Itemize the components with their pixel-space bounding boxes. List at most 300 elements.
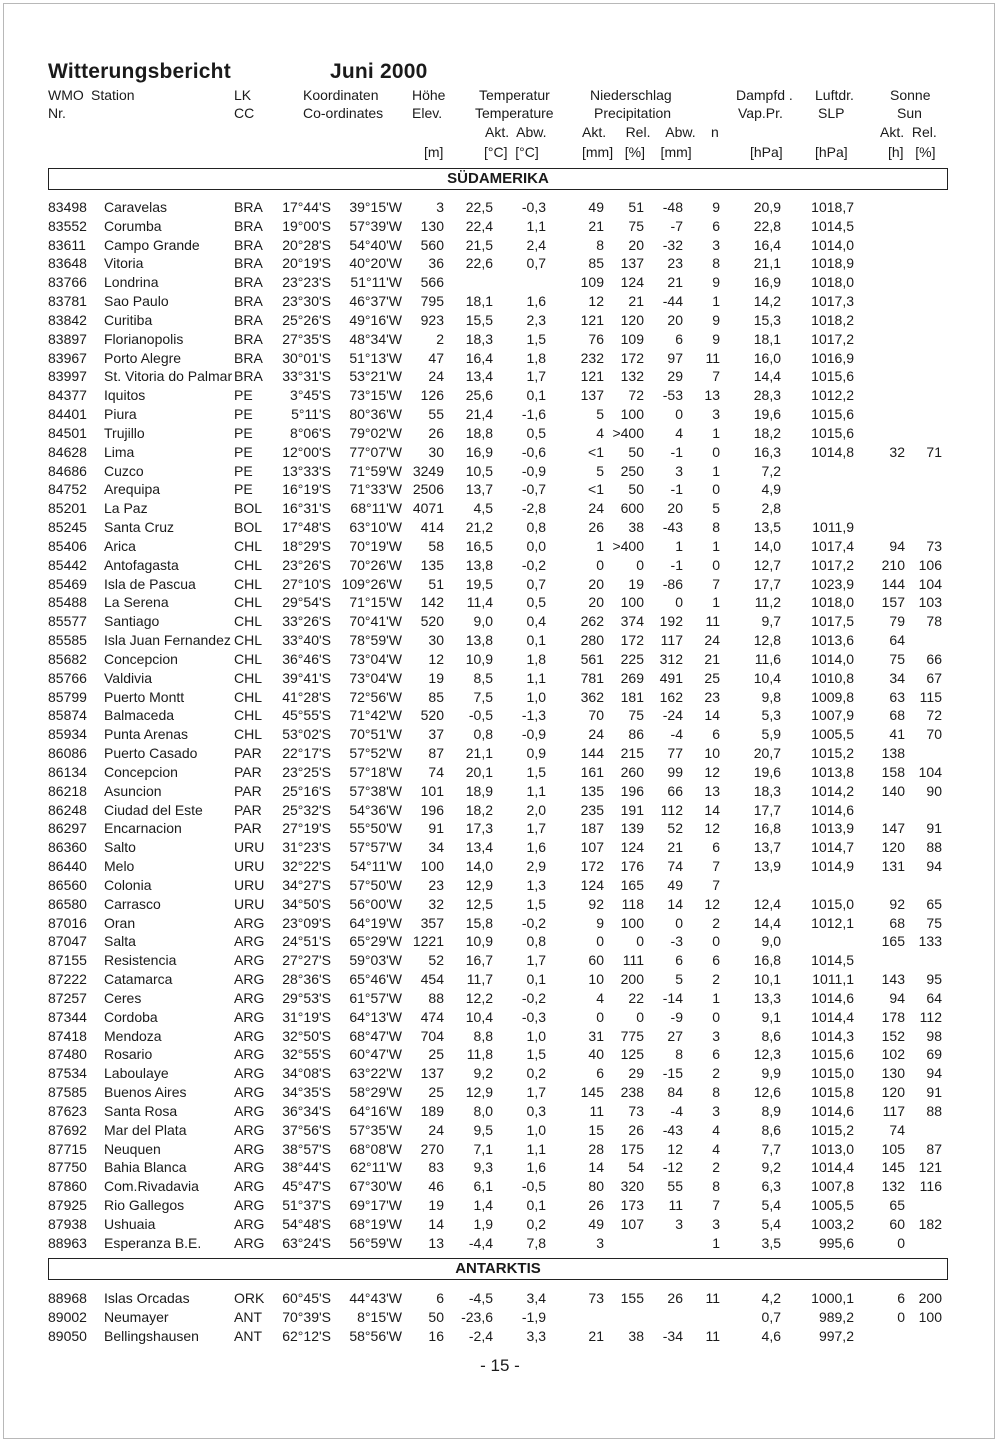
precip-days: 3 bbox=[712, 1102, 720, 1119]
vapour-pressure: 12,3 bbox=[753, 1046, 781, 1063]
sea-level-pressure: 995,6 bbox=[818, 1234, 854, 1251]
vapour-pressure: 10,4 bbox=[753, 669, 781, 686]
precip-days: 7 bbox=[712, 575, 720, 592]
elevation: 24 bbox=[428, 368, 444, 385]
temp-deviation: 1,8 bbox=[526, 650, 546, 667]
sea-level-pressure: 1014,3 bbox=[811, 1027, 854, 1044]
wmo-number: 83897 bbox=[48, 330, 87, 347]
precip-actual: 0 bbox=[596, 1008, 604, 1025]
precip-actual: 144 bbox=[580, 745, 604, 762]
longitude: 70°19'W bbox=[349, 537, 402, 554]
vapour-pressure: 18,2 bbox=[753, 424, 781, 441]
precip-relative: 75 bbox=[628, 217, 644, 234]
precip-relative: 155 bbox=[620, 1290, 644, 1306]
precip-actual: 161 bbox=[580, 763, 604, 780]
country-code: ARG bbox=[234, 1215, 265, 1232]
precip-days: 8 bbox=[712, 1178, 720, 1195]
station-name: Colonia bbox=[104, 876, 152, 893]
precip-actual: 0 bbox=[596, 556, 604, 573]
report-title: Witterungsbericht bbox=[48, 60, 231, 83]
sun-relative: 91 bbox=[926, 1084, 942, 1100]
vapour-pressure: 9,7 bbox=[761, 613, 781, 630]
sea-level-pressure: 1014,5 bbox=[811, 217, 854, 234]
sun-actual: 68 bbox=[889, 707, 905, 724]
precip-deviation: -32 bbox=[662, 236, 683, 253]
latitude: 29°53'S bbox=[282, 989, 331, 1006]
precip-actual: 76 bbox=[588, 330, 604, 347]
precip-relative: >400 bbox=[612, 537, 644, 554]
precip-relative: 111 bbox=[622, 952, 644, 969]
precip-days: 11 bbox=[705, 1328, 720, 1344]
longitude: 71°59'W bbox=[349, 462, 402, 479]
temp-actual: -0,5 bbox=[468, 707, 493, 724]
precip-deviation: 162 bbox=[659, 688, 683, 705]
precip-deviation: 20 bbox=[667, 311, 683, 328]
precip-relative: 21 bbox=[628, 293, 644, 310]
latitude: 36°46'S bbox=[282, 650, 331, 667]
temp-deviation: 1,8 bbox=[526, 349, 546, 366]
temp-deviation: 2,4 bbox=[526, 236, 546, 253]
precip-actual: 49 bbox=[588, 199, 604, 215]
temp-actual: 16,4 bbox=[465, 349, 493, 366]
vapour-pressure: 18,3 bbox=[753, 782, 781, 799]
longitude: 56°00'W bbox=[349, 895, 402, 912]
sun-relative: 66 bbox=[926, 650, 942, 667]
vapour-pressure: 7,2 bbox=[761, 462, 781, 479]
precip-deviation: 0 bbox=[675, 594, 683, 611]
longitude: 53°21'W bbox=[349, 368, 402, 385]
sun-actual: 140 bbox=[881, 782, 905, 799]
sea-level-pressure: 1015,6 bbox=[811, 1046, 854, 1063]
sea-level-pressure: 1009,8 bbox=[811, 688, 854, 705]
vapour-pressure: 12,4 bbox=[753, 895, 781, 912]
vapour-pressure: 0,7 bbox=[761, 1309, 781, 1325]
latitude: 8°06'S bbox=[290, 424, 331, 441]
latitude: 17°44'S bbox=[282, 199, 331, 215]
station-name: Porto Alegre bbox=[104, 349, 182, 366]
precip-deviation: -43 bbox=[662, 1121, 683, 1138]
precip-actual: 12 bbox=[588, 293, 604, 310]
vapour-pressure: 11,2 bbox=[754, 594, 781, 611]
vapour-pressure: 5,4 bbox=[761, 1215, 781, 1232]
precip-deviation: 52 bbox=[667, 820, 683, 837]
longitude: 57°52'W bbox=[349, 745, 402, 762]
precip-deviation: 4 bbox=[675, 424, 683, 441]
precip-relative: 181 bbox=[620, 688, 644, 705]
precip-days: 0 bbox=[712, 933, 720, 950]
table-row bbox=[0, 990, 1000, 1009]
table-row bbox=[0, 500, 1000, 519]
table-row bbox=[0, 802, 1000, 821]
station-name: Cordoba bbox=[104, 1008, 158, 1025]
precip-days: 1 bbox=[712, 1234, 720, 1251]
temp-deviation: -0,2 bbox=[521, 914, 546, 931]
precip-actual: 8 bbox=[596, 236, 604, 253]
elevation: 520 bbox=[420, 707, 444, 724]
wmo-number: 86440 bbox=[48, 858, 87, 875]
sun-actual: 94 bbox=[889, 537, 905, 554]
longitude: 64°13'W bbox=[349, 1008, 402, 1025]
elevation: 51 bbox=[428, 575, 444, 592]
sun-actual: 0 bbox=[897, 1309, 905, 1325]
precip-days: 3 bbox=[712, 1027, 720, 1044]
table-row bbox=[0, 331, 1000, 350]
sea-level-pressure: 1018,0 bbox=[811, 594, 854, 611]
table-row bbox=[0, 293, 1000, 312]
precip-relative: 0 bbox=[636, 556, 644, 573]
elevation: 6 bbox=[436, 1290, 444, 1306]
temp-deviation: -2,8 bbox=[521, 500, 546, 517]
sea-level-pressure: 1015,2 bbox=[811, 1121, 854, 1138]
precip-relative: 320 bbox=[620, 1178, 644, 1195]
sea-level-pressure: 1023,9 bbox=[811, 575, 854, 592]
temp-actual: 12,5 bbox=[465, 895, 493, 912]
precip-deviation: -12 bbox=[662, 1159, 683, 1176]
precip-deviation: -1 bbox=[670, 481, 683, 498]
table-row bbox=[0, 557, 1000, 576]
longitude: 57°35'W bbox=[349, 1121, 402, 1138]
precip-deviation: 11 bbox=[668, 1196, 683, 1213]
station-name: Concepcion bbox=[104, 650, 178, 667]
wmo-number: 87257 bbox=[48, 989, 87, 1006]
vapour-pressure: 14,4 bbox=[753, 368, 781, 385]
wmo-number: 84752 bbox=[48, 481, 87, 498]
table-row bbox=[0, 820, 1000, 839]
hdr-temp-unit: [°C] [°C] bbox=[484, 144, 539, 160]
vapour-pressure: 3,5 bbox=[761, 1234, 781, 1251]
longitude: 46°37'W bbox=[349, 293, 402, 310]
temp-actual: 12,2 bbox=[465, 989, 493, 1006]
precip-days: 0 bbox=[712, 1008, 720, 1025]
precip-deviation: 49 bbox=[667, 876, 683, 893]
latitude: 45°55'S bbox=[282, 707, 331, 724]
temp-deviation: -0,9 bbox=[521, 462, 546, 479]
sea-level-pressure: 1003,2 bbox=[811, 1215, 854, 1232]
table-row bbox=[0, 933, 1000, 952]
precip-days: 6 bbox=[712, 726, 720, 743]
temp-actual: 4,5 bbox=[473, 500, 493, 517]
country-code: CHL bbox=[234, 556, 263, 573]
sea-level-pressure: 1000,1 bbox=[811, 1290, 854, 1306]
longitude: 61°57'W bbox=[349, 989, 402, 1006]
elevation: 58 bbox=[428, 537, 444, 554]
country-code: BOL bbox=[234, 519, 263, 536]
temp-actual: 9,0 bbox=[473, 613, 493, 630]
table-row bbox=[0, 255, 1000, 274]
precip-deviation: -86 bbox=[662, 575, 683, 592]
temp-actual: -23,6 bbox=[461, 1309, 493, 1325]
temp-deviation: 1,1 bbox=[526, 1140, 546, 1157]
precip-days: 1 bbox=[712, 293, 720, 310]
country-code: PAR bbox=[234, 782, 262, 799]
sea-level-pressure: 1015,6 bbox=[811, 406, 854, 423]
hdr-sonne: Sonne bbox=[890, 87, 931, 103]
elevation: 87 bbox=[428, 745, 444, 762]
elevation: 46 bbox=[428, 1178, 444, 1195]
precip-actual: 107 bbox=[580, 839, 604, 856]
sun-actual: 41 bbox=[889, 726, 905, 743]
precip-deviation: 84 bbox=[667, 1084, 683, 1100]
precip-days: 14 bbox=[704, 707, 720, 724]
country-code: PE bbox=[234, 424, 253, 441]
precip-days: 11 bbox=[705, 349, 720, 366]
precip-actual: 280 bbox=[580, 632, 604, 649]
precip-relative: 50 bbox=[628, 443, 644, 460]
station-name: Islas Orcadas bbox=[104, 1290, 190, 1306]
table-row bbox=[0, 1046, 1000, 1065]
elevation: 126 bbox=[420, 387, 444, 404]
latitude: 23°25'S bbox=[282, 763, 331, 780]
sea-level-pressure: 1012,1 bbox=[811, 914, 854, 931]
precip-actual: 187 bbox=[580, 820, 604, 837]
vapour-pressure: 13,9 bbox=[753, 858, 781, 875]
table-row bbox=[0, 915, 1000, 934]
elevation: 704 bbox=[420, 1027, 444, 1044]
station-name: Concepcion bbox=[104, 763, 178, 780]
elevation: 2 bbox=[436, 330, 444, 347]
precip-actual: 14 bbox=[588, 1159, 604, 1176]
temp-actual: 15,5 bbox=[465, 311, 493, 328]
wmo-number: 86086 bbox=[48, 745, 87, 762]
temp-actual: 16,7 bbox=[465, 952, 493, 969]
precip-deviation: -43 bbox=[662, 519, 683, 536]
precip-relative: 120 bbox=[620, 311, 644, 328]
precip-deviation: 99 bbox=[667, 763, 683, 780]
station-name: Arequipa bbox=[104, 481, 161, 498]
sea-level-pressure: 1014,7 bbox=[811, 839, 854, 856]
latitude: 28°36'S bbox=[282, 971, 331, 988]
country-code: URU bbox=[234, 858, 265, 875]
precip-relative: 172 bbox=[620, 349, 644, 366]
table-row bbox=[0, 877, 1000, 896]
precip-deviation: 0 bbox=[675, 914, 683, 931]
precip-relative: 50 bbox=[628, 481, 644, 498]
station-name: Balmaceda bbox=[104, 707, 175, 724]
latitude: 38°57'S bbox=[282, 1140, 331, 1157]
table-row bbox=[0, 387, 1000, 406]
sun-relative: 182 bbox=[918, 1215, 942, 1232]
vapour-pressure: 8,6 bbox=[761, 1121, 781, 1138]
sea-level-pressure: 1014,9 bbox=[811, 858, 854, 875]
precip-days: 25 bbox=[704, 669, 720, 686]
wmo-number: 85406 bbox=[48, 537, 87, 554]
precip-deviation: 74 bbox=[667, 858, 683, 875]
precip-actual: 21 bbox=[588, 1328, 604, 1344]
sun-relative: 71 bbox=[926, 443, 942, 460]
elevation: 34 bbox=[428, 839, 444, 856]
sea-level-pressure: 1017,3 bbox=[811, 293, 854, 310]
precip-deviation: 23 bbox=[667, 255, 683, 272]
hdr-prec-sub: Akt. Rel. Abw. bbox=[582, 124, 696, 140]
country-code: ARG bbox=[234, 1196, 265, 1213]
table-row bbox=[0, 952, 1000, 971]
precip-relative: 72 bbox=[628, 387, 644, 404]
table-row bbox=[0, 783, 1000, 802]
wmo-number: 88963 bbox=[48, 1234, 87, 1251]
temp-deviation: 0,7 bbox=[526, 575, 546, 592]
longitude: 59°03'W bbox=[349, 952, 402, 969]
wmo-number: 87016 bbox=[48, 914, 87, 931]
station-name: Cuzco bbox=[104, 462, 144, 479]
temp-deviation: 1,0 bbox=[526, 1121, 546, 1138]
country-code: BRA bbox=[234, 217, 263, 234]
table-row bbox=[0, 1103, 1000, 1122]
longitude: 79°02'W bbox=[349, 424, 402, 441]
longitude: 49°16'W bbox=[349, 311, 402, 328]
precip-deviation: 6 bbox=[675, 952, 683, 969]
precip-deviation: 20 bbox=[667, 500, 683, 517]
hdr-dampfd: Dampfd . bbox=[736, 87, 793, 103]
wmo-number: 88968 bbox=[48, 1290, 87, 1306]
wmo-number: 85874 bbox=[48, 707, 87, 724]
sun-relative: 106 bbox=[918, 556, 942, 573]
precip-actual: 1 bbox=[596, 537, 604, 554]
country-code: PAR bbox=[234, 745, 262, 762]
precip-actual: 26 bbox=[588, 519, 604, 536]
temp-deviation: -0,5 bbox=[521, 1178, 546, 1195]
longitude: 57°50'W bbox=[349, 876, 402, 893]
longitude: 77°07'W bbox=[349, 443, 402, 460]
latitude: 27°27'S bbox=[282, 952, 331, 969]
latitude: 23°26'S bbox=[282, 556, 331, 573]
country-code: URU bbox=[234, 876, 265, 893]
table-row bbox=[0, 764, 1000, 783]
precip-days: 6 bbox=[712, 952, 720, 969]
sea-level-pressure: 1017,2 bbox=[811, 330, 854, 347]
temp-actual: 15,8 bbox=[465, 914, 493, 931]
temp-actual: 10,5 bbox=[465, 462, 493, 479]
elevation: 2506 bbox=[412, 481, 444, 498]
hdr-cc: CC bbox=[234, 105, 255, 121]
temp-deviation: -1,9 bbox=[521, 1309, 546, 1325]
sea-level-pressure: 1017,2 bbox=[811, 556, 854, 573]
latitude: 51°37'S bbox=[282, 1196, 331, 1213]
latitude: 16°31'S bbox=[282, 500, 331, 517]
temp-actual: 11,8 bbox=[466, 1046, 493, 1063]
precip-relative: >400 bbox=[612, 424, 644, 441]
precip-actual: 20 bbox=[588, 575, 604, 592]
precip-deviation: 117 bbox=[660, 632, 683, 649]
latitude: 34°50'S bbox=[282, 895, 331, 912]
precip-deviation: -48 bbox=[662, 199, 683, 215]
temp-deviation: 0,2 bbox=[526, 1065, 546, 1082]
table-row bbox=[0, 745, 1000, 764]
sun-actual: 158 bbox=[881, 763, 905, 780]
elevation: 3 bbox=[436, 199, 444, 215]
country-code: ARG bbox=[234, 1140, 265, 1157]
wmo-number: 86580 bbox=[48, 895, 87, 912]
longitude: 63°22'W bbox=[349, 1065, 402, 1082]
station-name: Isla Juan Fernandez bbox=[104, 632, 231, 649]
longitude: 65°46'W bbox=[349, 971, 402, 988]
table-row bbox=[0, 425, 1000, 444]
sun-relative: 95 bbox=[926, 971, 942, 988]
precip-deviation: 3 bbox=[675, 1215, 683, 1232]
precip-deviation: 5 bbox=[675, 971, 683, 988]
temp-actual: 18,9 bbox=[465, 782, 493, 799]
latitude: 25°16'S bbox=[282, 782, 331, 799]
precip-actual: 781 bbox=[580, 669, 604, 686]
vapour-pressure: 9,9 bbox=[761, 1065, 781, 1082]
precip-days: 10 bbox=[704, 745, 720, 762]
table-row bbox=[0, 858, 1000, 877]
sea-level-pressure: 1014,6 bbox=[811, 801, 854, 818]
sun-relative: 65 bbox=[926, 895, 942, 912]
precip-deviation: 3 bbox=[675, 462, 683, 479]
latitude: 45°47'S bbox=[282, 1178, 331, 1195]
hdr-temp-sub: Akt. Abw. bbox=[485, 124, 547, 140]
wmo-number: 87155 bbox=[48, 952, 87, 969]
latitude: 33°31'S bbox=[282, 368, 331, 385]
sun-actual: 74 bbox=[889, 1121, 905, 1138]
country-code: BRA bbox=[234, 368, 263, 385]
country-code: ARG bbox=[234, 1234, 265, 1251]
sun-relative: 88 bbox=[926, 1102, 942, 1119]
precip-actual: 121 bbox=[580, 368, 604, 385]
sun-actual: 60 bbox=[889, 1215, 905, 1232]
temp-deviation: 0,1 bbox=[526, 632, 546, 649]
precip-deviation: 97 bbox=[667, 349, 683, 366]
precip-actual: 15 bbox=[588, 1121, 604, 1138]
country-code: CHL bbox=[234, 669, 263, 686]
station-name: Laboulaye bbox=[104, 1065, 169, 1082]
temp-deviation: 1,0 bbox=[526, 688, 546, 705]
precip-days: 9 bbox=[712, 199, 720, 215]
station-name: Com.Rivadavia bbox=[104, 1178, 199, 1195]
precip-deviation: -15 bbox=[662, 1065, 683, 1082]
temp-deviation: 0,5 bbox=[526, 424, 546, 441]
station-name: Sao Paulo bbox=[104, 293, 169, 310]
wmo-number: 86248 bbox=[48, 801, 87, 818]
precip-relative: 172 bbox=[620, 632, 644, 649]
wmo-number: 87715 bbox=[48, 1140, 87, 1157]
country-code: CHL bbox=[234, 632, 263, 649]
temp-actual: 21,5 bbox=[465, 236, 493, 253]
precip-relative: 132 bbox=[620, 368, 644, 385]
vapour-pressure: 14,0 bbox=[753, 537, 781, 554]
table-row bbox=[0, 312, 1000, 331]
station-name: Puerto Casado bbox=[104, 745, 198, 762]
precip-relative: 165 bbox=[620, 876, 644, 893]
vapour-pressure: 17,7 bbox=[753, 575, 781, 592]
longitude: 51°13'W bbox=[349, 349, 402, 366]
country-code: ARG bbox=[234, 989, 265, 1006]
station-name: Isla de Pascua bbox=[104, 575, 196, 592]
longitude: 68°19'W bbox=[349, 1215, 402, 1232]
longitude: 71°15'W bbox=[349, 594, 402, 611]
table-row bbox=[0, 538, 1000, 557]
vapour-pressure: 12,8 bbox=[753, 632, 781, 649]
temp-actual: 1,9 bbox=[473, 1215, 493, 1232]
hdr-prec-unit: [mm] [%] [mm] bbox=[582, 144, 692, 160]
country-code: ARG bbox=[234, 1121, 265, 1138]
elevation: 135 bbox=[420, 556, 444, 573]
temp-deviation: 2,3 bbox=[526, 311, 546, 328]
sea-level-pressure: 1015,6 bbox=[811, 368, 854, 385]
wmo-number: 83552 bbox=[48, 217, 87, 234]
wmo-number: 83648 bbox=[48, 255, 87, 272]
sea-level-pressure: 1007,9 bbox=[811, 707, 854, 724]
longitude: 39°15'W bbox=[349, 199, 402, 215]
sun-relative: 73 bbox=[926, 537, 942, 554]
latitude: 38°44'S bbox=[282, 1159, 331, 1176]
precip-relative: 250 bbox=[620, 462, 644, 479]
precip-relative: 26 bbox=[628, 1121, 644, 1138]
sun-actual: 130 bbox=[881, 1065, 905, 1082]
precip-actual: 235 bbox=[580, 801, 604, 818]
precip-relative: 124 bbox=[620, 274, 644, 291]
temp-deviation: 0,7 bbox=[526, 255, 546, 272]
